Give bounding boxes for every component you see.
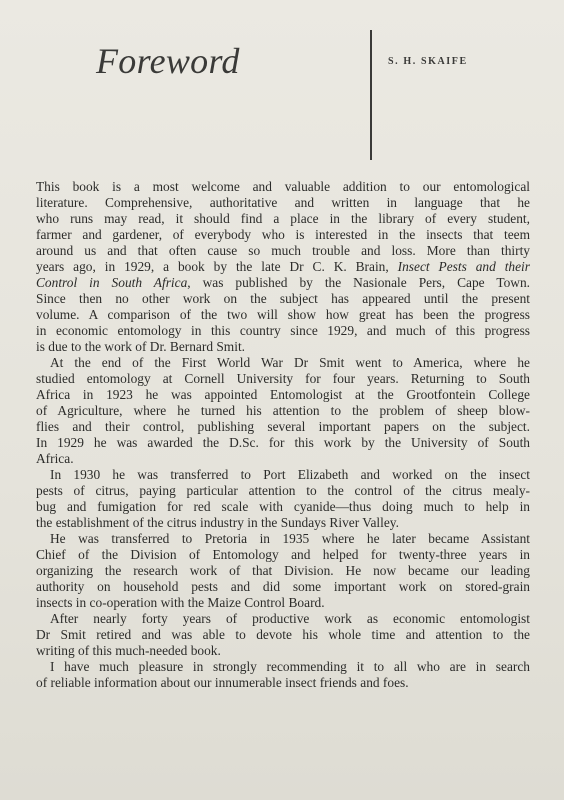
text-run: studied entomology at Cornell University for four years. Returning to South (36, 371, 530, 386)
text-run: In 1930 he was transferred to Port Elizabeth and worked on the insect (50, 467, 530, 482)
text-line (36, 323, 530, 339)
text-line (36, 675, 530, 691)
paragraph (36, 659, 530, 691)
text-line (36, 515, 530, 531)
text-line (36, 579, 530, 595)
paragraph (36, 179, 530, 355)
text-line (36, 499, 530, 515)
text-run: I have much pleasure in strongly recommending it to all who are in search (50, 659, 530, 674)
text-run: volume. A comparison of the two will show how great has been the progress (36, 307, 530, 322)
text-run: is due to the work of Dr. Bernard Smit. (36, 339, 246, 354)
text-line (36, 355, 530, 371)
text-line (36, 195, 530, 211)
text-line (36, 387, 530, 403)
text-run: Dr Smit retired and was able to devote his whole time and attention to the (36, 627, 530, 642)
text-line (36, 467, 530, 483)
text-run: farmer and gardener, of everybody who is interested in the insects that teem (36, 227, 530, 242)
vertical-divider (370, 30, 372, 160)
text-run: At the end of the First World War Dr Smit went to America, where he (50, 355, 530, 370)
text-line (36, 627, 530, 643)
text-line (36, 211, 530, 227)
text-run: years ago, in 1929, a book by the late Dr C. K. Brain, (36, 259, 398, 274)
text-run: literature. Comprehensive, authoritative and written in language that he (36, 195, 530, 210)
book-title-italic: Insect Pests and their (397, 259, 530, 274)
text-line (36, 307, 530, 323)
text-line (36, 611, 530, 627)
text-line (36, 243, 530, 259)
text-run: writing of this much-needed book. (36, 643, 221, 658)
text-run: in economic entomology in this country since 1929, and much of this progress (36, 323, 530, 338)
text-run: Africa in 1923 he was appointed Entomologist at the Grootfontein College (36, 387, 530, 402)
text-line (36, 227, 530, 243)
text-run: pests of citrus, paying particular attention to the control of the citrus mealy- (36, 483, 530, 498)
text-line (36, 179, 530, 195)
text-line (36, 643, 530, 659)
text-run: He was transferred to Pretoria in 1935 where he later became Assistant (50, 531, 530, 546)
text-run: the establishment of the citrus industry in the Sundays River Valley. (36, 515, 399, 530)
text-run: bug and fumigation for red scale with cyanide—thus doing much to help in (36, 499, 530, 514)
text-run: insects in co-operation with the Maize Control Board. (36, 595, 325, 610)
text-line (36, 259, 530, 275)
text-run: Since then no other work on the subject has appeared until the present (36, 291, 530, 306)
text-line (36, 451, 530, 467)
text-run: who runs may read, it should find a place in the library of every student, (36, 211, 530, 226)
text-run: After nearly forty years of productive work as economic entomologist (50, 611, 530, 626)
text-line (36, 435, 530, 451)
text-run: Africa. (36, 451, 74, 466)
text-line (36, 595, 530, 611)
foreword-body (36, 179, 530, 691)
paragraph (36, 355, 530, 467)
text-run: In 1929 he was awarded the D.Sc. for this work by the University of South (36, 435, 530, 450)
text-line (36, 371, 530, 387)
text-run: around us and that often cause so much trouble and loss. More than thirty (36, 243, 530, 258)
author-name: S. H. SKAIFE (388, 56, 468, 67)
paragraph (36, 531, 530, 611)
page-title: Foreword (96, 41, 240, 81)
paragraph (36, 611, 530, 659)
text-line (36, 531, 530, 547)
text-run: of reliable information about our innumerable insect friends and foes. (36, 675, 409, 690)
text-run: organizing the research work of that Division. He now became our leading (36, 563, 530, 578)
text-run: of Agriculture, where he turned his attention to the problem of sheep blow- (36, 403, 530, 418)
text-line (36, 291, 530, 307)
book-title-italic: Control in South Africa (36, 275, 188, 290)
text-line (36, 563, 530, 579)
text-line (36, 403, 530, 419)
text-line (36, 547, 530, 563)
paragraph (36, 467, 530, 531)
text-run: flies and their control, publishing several important papers on the subject. (36, 419, 530, 434)
text-line (36, 419, 530, 435)
text-run: This book is a most welcome and valuable addition to our entomological (36, 179, 530, 194)
text-line (36, 339, 530, 355)
text-run: , was published by the Nasionale Pers, Cape Town. (187, 275, 530, 290)
text-line (36, 659, 530, 675)
text-run: Chief of the Division of Entomology and helped for twenty-three years in (36, 547, 530, 562)
text-line (36, 275, 530, 291)
text-run: authority on household pests and did some important work on stored-grain (36, 579, 530, 594)
text-line (36, 483, 530, 499)
